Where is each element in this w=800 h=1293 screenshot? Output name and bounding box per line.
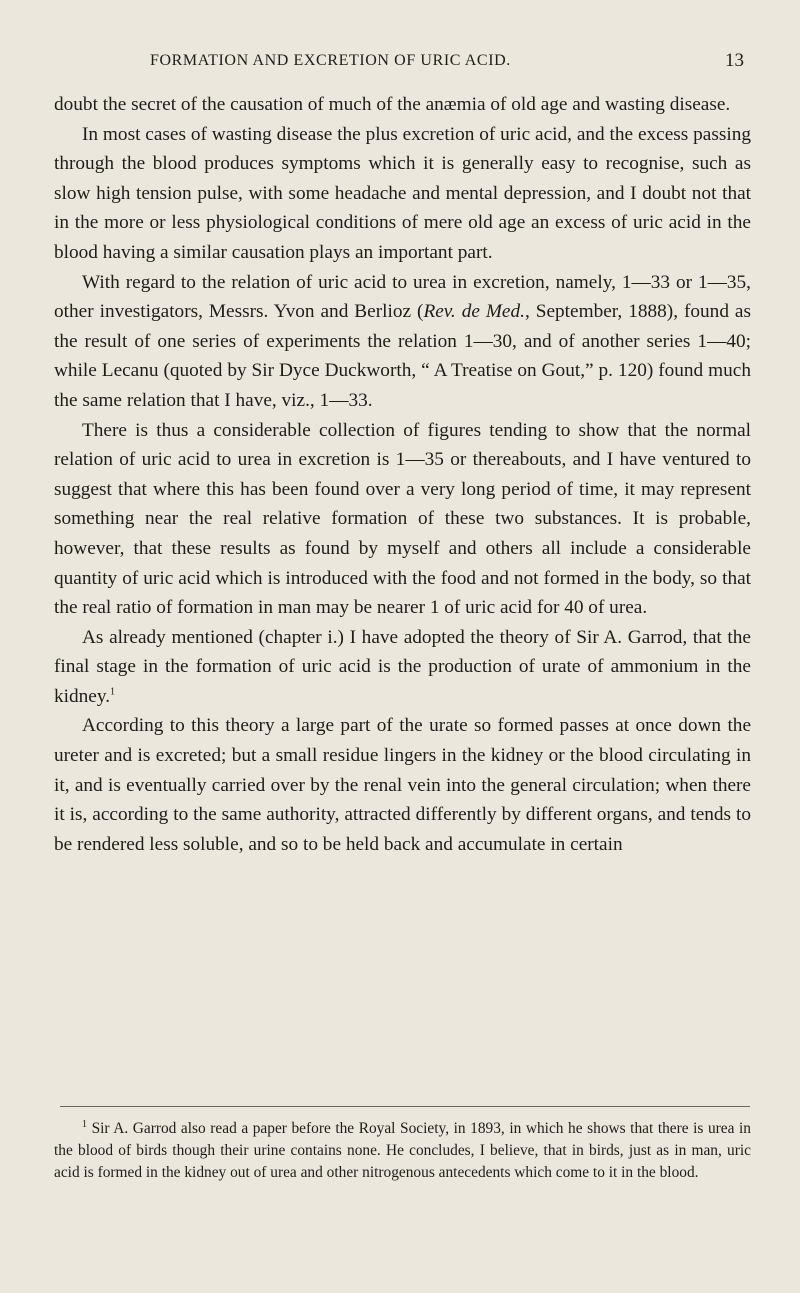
paragraph-2: In most cases of wasting disease the plus excretion of uric acid, and the excess passing through the blood produces symptoms which it is generally easy to recognise, such as slow high tension pulse, with some headache and mental depression, and I doubt not that in the more or less physiological conditions of mere old age an excess of uric acid in the blood having a similar causation plays an important part. — [54, 123, 751, 263]
paragraph-4: There is thus a considerable collection of figures tending to show that the normal relation of uric acid to urea in excretion is 1—35 or thereabouts, and I have ventured to suggest that where this has been found over a very long period of time, it may represent something near the real relative formation of these two substances. It is probable, however, that these results as found by myself and others all include a considerable quantity of uric acid which is introduced with the food and not formed in the body, so that the real ratio of formation in man may be nearer 1 of uric acid for 40 of urea. — [54, 419, 751, 619]
journal-citation: Rev. de Med. — [423, 301, 525, 323]
footnote-text: Sir A. Garrod also read a paper before the Royal Society, in 1893, in which he shows that there is urea in the blood of birds though their urine contains none. He concludes, I believe, that in birds, just as in man, uric acid is formed in the kidney out of urea and other nitrogenous antecedents which come to it in the blood. — [54, 1120, 751, 1181]
paragraph-5 — [54, 623, 751, 712]
paragraph-3 — [54, 268, 751, 416]
running-head: FORMATION AND EXCRETION OF URIC ACID. — [150, 52, 511, 69]
footnote-divider — [60, 1106, 750, 1107]
page-header — [60, 50, 744, 76]
paragraph-3-text-a: With regard to the relation of uric acid to urea in excretion, namely, 1—33 or 1—35, other investigators, Messrs. Yvon and Berlioz ( — [54, 271, 751, 323]
paragraph-6: According to this theory a large part of the urate so formed passes at once down the ureter and is excreted; but a small residue lingers in the kidney or the blood circulating in it, and is eventually carried over by the renal vein into the general circulation; when there it is, according to the same authority, attracted differently by different organs, and tends to be rendered less soluble, and so to be held back and accumulate in certain — [54, 715, 751, 855]
paragraph-1: doubt the secret of the causation of much of the anæmia of old age and wasting disease. — [54, 94, 731, 115]
body-text — [54, 90, 751, 859]
paragraph-3-text-b: , September, 1888), found as the result of one series of experiments the relation 1—30, and of another series 1—40; while Lecanu (quoted by Sir Dyce Duckworth, “ A Treatise on Gout,” p. 120) found much the same relation that I have, viz., 1—33. — [54, 301, 751, 411]
footnote — [54, 1118, 751, 1183]
footnote-marker: 1 — [82, 1118, 87, 1130]
page-number: 13 — [725, 50, 744, 71]
footnote-reference: 1 — [110, 686, 116, 698]
paragraph-5-text: As already mentioned (chapter i.) I have adopted the theory of Sir A. Garrod, that the final stage in the formation of uric acid is the production of urate of ammonium in the kidney. — [54, 626, 751, 707]
